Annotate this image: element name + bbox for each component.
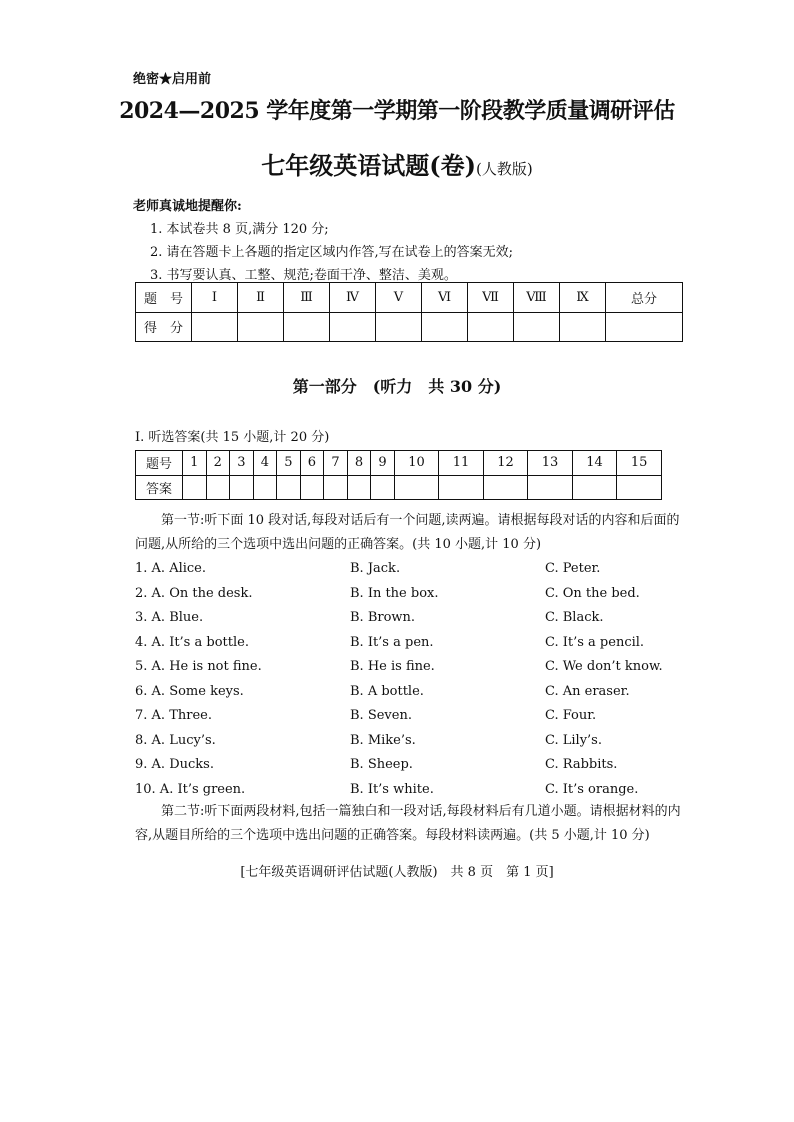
option-b: B. It’s white. bbox=[350, 782, 434, 797]
answer-number: 12 bbox=[483, 451, 528, 476]
option-c: C. On the bed. bbox=[545, 586, 640, 601]
confidential-label: 绝密★启用前 bbox=[133, 72, 212, 87]
score-col-header: Ⅸ bbox=[560, 283, 606, 313]
score-cell bbox=[560, 312, 606, 342]
score-cell bbox=[238, 312, 284, 342]
answer-number: 7 bbox=[324, 451, 348, 476]
option-a: 1. A. Alice. bbox=[135, 561, 206, 576]
score-table-header-row bbox=[136, 283, 683, 313]
answer-row-label: 答案 bbox=[136, 475, 183, 500]
score-col-header: Ⅰ bbox=[192, 283, 238, 313]
option-b: B. In the box. bbox=[350, 586, 439, 601]
answer-number: 3 bbox=[230, 451, 254, 476]
option-c: C. Black. bbox=[545, 610, 604, 625]
score-cell bbox=[376, 312, 422, 342]
answer-number: 13 bbox=[528, 451, 573, 476]
notice-heading: 老师真诚地提醒你: bbox=[133, 199, 242, 214]
score-col-header: Ⅶ bbox=[468, 283, 514, 313]
exam-title: 2024—2025 学年度第一学期第一阶段教学质量调研评估 bbox=[119, 98, 675, 124]
answer-cell bbox=[230, 475, 254, 500]
answer-cell bbox=[253, 475, 277, 500]
score-col-header: Ⅱ bbox=[238, 283, 284, 313]
section1-title: Ⅰ. 听选答案(共 15 小题,计 20 分) bbox=[135, 430, 330, 445]
option-c: C. Four. bbox=[545, 708, 597, 723]
answer-table-number-row bbox=[136, 451, 662, 476]
score-col-header-total: 总分 bbox=[606, 283, 683, 313]
answer-number: 6 bbox=[300, 451, 324, 476]
section1-instructions: 第一节:听下面 10 段对话,每段对话后有一个问题,读两遍。请根据每段对话的内容和后面的问题,从所给的三个选项中选出问题的正确答案。(共 10 小题,计 10 分) bbox=[135, 513, 680, 552]
option-b: B. Brown. bbox=[350, 610, 416, 625]
score-col-header: Ⅳ bbox=[330, 283, 376, 313]
option-c: C. It’s orange. bbox=[545, 782, 639, 797]
answer-cell bbox=[572, 475, 617, 500]
option-a: 9. A. Ducks. bbox=[135, 757, 214, 772]
exam-subtitle bbox=[0, 146, 794, 181]
option-b: B. Jack. bbox=[350, 561, 401, 576]
answer-number: 10 bbox=[394, 451, 439, 476]
score-col-header: Ⅴ bbox=[376, 283, 422, 313]
section2-instructions: 第二节:听下面两段材料,包括一篇独白和一段对话,每段材料后有几道小题。请根据材料的内容,从题目所给的三个选项中选出问题的正确答案。每段材料读两遍。(共 5 小题,计 10 分) bbox=[135, 804, 681, 843]
option-c: C. It’s a pencil. bbox=[545, 635, 645, 650]
answer-number: 2 bbox=[206, 451, 230, 476]
score-row-label: 题 号 bbox=[136, 283, 192, 313]
option-c: C. Peter. bbox=[545, 561, 601, 576]
option-c: C. An eraser. bbox=[545, 684, 630, 699]
option-a: 7. A. Three. bbox=[135, 708, 212, 723]
notice-item: 3. 书写要认真、工整、规范;卷面干净、整洁、美观。 bbox=[150, 268, 457, 283]
page-footer: [七年级英语调研评估试题(人教版) 共 8 页 第 1 页] bbox=[240, 865, 554, 880]
option-a: 3. A. Blue. bbox=[135, 610, 204, 625]
score-col-header: Ⅵ bbox=[422, 283, 468, 313]
notice-item: 1. 本试卷共 8 页,满分 120 分; bbox=[150, 222, 329, 237]
score-cell bbox=[330, 312, 376, 342]
answer-cell bbox=[183, 475, 207, 500]
answer-number: 5 bbox=[277, 451, 301, 476]
notice-item: 2. 请在答题卡上各题的指定区域内作答,写在试卷上的答案无效; bbox=[150, 245, 514, 260]
answer-cell bbox=[394, 475, 439, 500]
option-a: 2. A. On the desk. bbox=[135, 586, 253, 601]
answer-cell bbox=[617, 475, 662, 500]
answer-cell bbox=[371, 475, 395, 500]
subtitle-text: 七年级英语试题(卷) bbox=[261, 151, 476, 180]
answer-number: 15 bbox=[617, 451, 662, 476]
score-cell bbox=[422, 312, 468, 342]
option-a: 6. A. Some keys. bbox=[135, 684, 244, 699]
score-cell bbox=[192, 312, 238, 342]
option-b: B. A bottle. bbox=[350, 684, 424, 699]
score-col-header: Ⅷ bbox=[514, 283, 560, 313]
answer-number: 9 bbox=[371, 451, 395, 476]
option-b: B. Sheep. bbox=[350, 757, 413, 772]
option-b: B. He is fine. bbox=[350, 659, 435, 674]
answer-number: 8 bbox=[347, 451, 371, 476]
option-b: B. Seven. bbox=[350, 708, 412, 723]
score-col-header: Ⅲ bbox=[284, 283, 330, 313]
part1-title: 第一部分 (听力 共 30 分) bbox=[292, 377, 502, 396]
option-a: 4. A. It’s a bottle. bbox=[135, 635, 249, 650]
score-table bbox=[135, 282, 683, 342]
answer-cell bbox=[277, 475, 301, 500]
score-cell bbox=[468, 312, 514, 342]
answer-cell bbox=[347, 475, 371, 500]
answer-cell bbox=[528, 475, 573, 500]
answer-number: 11 bbox=[439, 451, 484, 476]
option-b: B. It’s a pen. bbox=[350, 635, 434, 650]
answer-number: 4 bbox=[253, 451, 277, 476]
score-row-label: 得 分 bbox=[136, 312, 192, 342]
score-table-score-row bbox=[136, 312, 683, 342]
option-a: 5. A. He is not fine. bbox=[135, 659, 262, 674]
answer-table bbox=[135, 450, 662, 500]
option-c: C. We don’t know. bbox=[545, 659, 663, 674]
answer-cell bbox=[324, 475, 348, 500]
answer-number: 14 bbox=[572, 451, 617, 476]
answer-cell bbox=[206, 475, 230, 500]
answer-row-label: 题号 bbox=[136, 451, 183, 476]
answer-cell bbox=[300, 475, 324, 500]
answer-cell bbox=[483, 475, 528, 500]
option-b: B. Mike’s. bbox=[350, 733, 416, 748]
answer-table-answer-row bbox=[136, 475, 662, 500]
score-cell bbox=[514, 312, 560, 342]
option-a: 10. A. It’s green. bbox=[135, 782, 246, 797]
score-cell bbox=[284, 312, 330, 342]
score-cell-total bbox=[606, 312, 683, 342]
option-c: C. Lily’s. bbox=[545, 733, 602, 748]
option-c: C. Rabbits. bbox=[545, 757, 618, 772]
answer-cell bbox=[439, 475, 484, 500]
edition-label: (人教版) bbox=[476, 160, 533, 178]
option-a: 8. A. Lucy’s. bbox=[135, 733, 216, 748]
answer-number: 1 bbox=[183, 451, 207, 476]
